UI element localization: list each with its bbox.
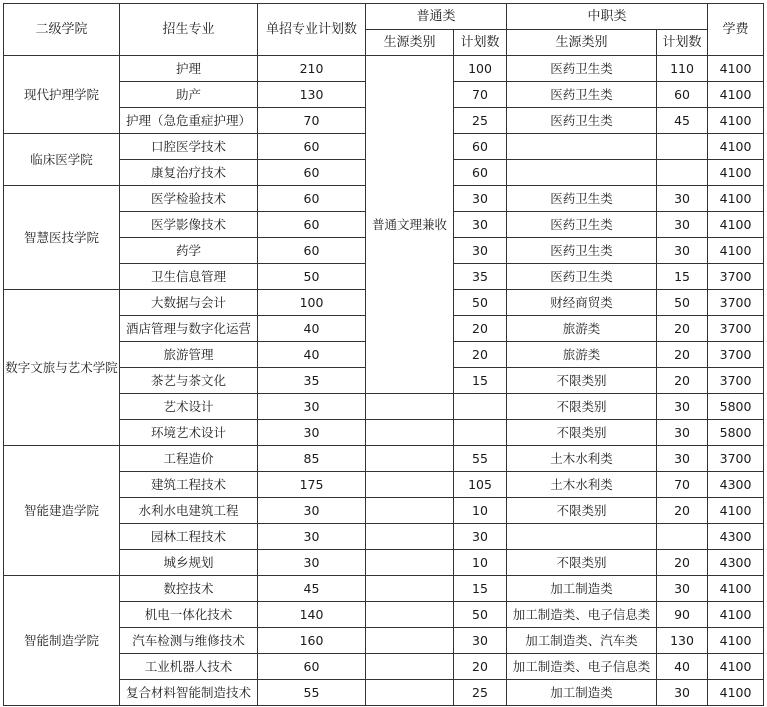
- voc-plan-count: 20: [657, 342, 708, 368]
- voc-plan-count: 70: [657, 472, 708, 498]
- single-plan-count: 100: [258, 290, 366, 316]
- single-plan-count: 50: [258, 264, 366, 290]
- voc-source-type: 加工制造类: [507, 680, 657, 706]
- tuition-fee: 4100: [708, 498, 764, 524]
- general-plan-count: [454, 420, 507, 446]
- major-name: 机电一体化技术: [120, 602, 258, 628]
- single-plan-count: 60: [258, 654, 366, 680]
- major-name: 大数据与会计: [120, 290, 258, 316]
- single-plan-count: 30: [258, 550, 366, 576]
- voc-plan-count: 60: [657, 82, 708, 108]
- voc-source-type: 医药卫生类: [507, 82, 657, 108]
- voc-plan-count: 110: [657, 56, 708, 82]
- voc-plan-count: 20: [657, 368, 708, 394]
- tuition-fee: 5800: [708, 394, 764, 420]
- major-name: 建筑工程技术: [120, 472, 258, 498]
- tuition-fee: 4100: [708, 56, 764, 82]
- header-college: 二级学院: [4, 4, 120, 56]
- major-name: 药学: [120, 238, 258, 264]
- general-plan-count: 60: [454, 160, 507, 186]
- general-plan-count: 15: [454, 368, 507, 394]
- general-source-cell: [366, 576, 454, 602]
- single-plan-count: 45: [258, 576, 366, 602]
- voc-source-type: 旅游类: [507, 342, 657, 368]
- voc-source-type: 加工制造类: [507, 576, 657, 602]
- single-plan-count: 40: [258, 342, 366, 368]
- major-name: 旅游管理: [120, 342, 258, 368]
- table-row: [4, 576, 764, 602]
- tuition-fee: 4100: [708, 82, 764, 108]
- single-plan-count: 30: [258, 394, 366, 420]
- major-name: 复合材料智能制造技术: [120, 680, 258, 706]
- major-name: 医学检验技术: [120, 186, 258, 212]
- general-source-cell: [366, 524, 454, 550]
- general-plan-count: [454, 394, 507, 420]
- voc-plan-count: 30: [657, 212, 708, 238]
- tuition-fee: 3700: [708, 446, 764, 472]
- general-plan-count: 30: [454, 238, 507, 264]
- single-plan-count: 30: [258, 420, 366, 446]
- general-source-cell: 普通文理兼收: [366, 56, 454, 394]
- single-plan-count: 40: [258, 316, 366, 342]
- table-row: [4, 446, 764, 472]
- single-plan-count: 60: [258, 238, 366, 264]
- tuition-fee: 4100: [708, 186, 764, 212]
- major-name: 汽车检测与维修技术: [120, 628, 258, 654]
- general-source-cell: [366, 498, 454, 524]
- general-plan-count: 25: [454, 108, 507, 134]
- voc-source-type: 旅游类: [507, 316, 657, 342]
- single-plan-count: 210: [258, 56, 366, 82]
- single-plan-count: 60: [258, 160, 366, 186]
- voc-plan-count: 30: [657, 394, 708, 420]
- major-name: 园林工程技术: [120, 524, 258, 550]
- major-name: 工业机器人技术: [120, 654, 258, 680]
- general-plan-count: 30: [454, 212, 507, 238]
- general-plan-count: 50: [454, 602, 507, 628]
- single-plan-count: 160: [258, 628, 366, 654]
- voc-source-type: [507, 524, 657, 550]
- major-name: 茶艺与茶文化: [120, 368, 258, 394]
- single-plan-count: 60: [258, 186, 366, 212]
- voc-plan-count: 20: [657, 498, 708, 524]
- voc-plan-count: 30: [657, 576, 708, 602]
- single-plan-count: 140: [258, 602, 366, 628]
- general-plan-count: 70: [454, 82, 507, 108]
- general-plan-count: 30: [454, 524, 507, 550]
- voc-plan-count: 20: [657, 316, 708, 342]
- general-source-cell: [366, 550, 454, 576]
- voc-plan-count: 40: [657, 654, 708, 680]
- tuition-fee: 4100: [708, 576, 764, 602]
- general-plan-count: 30: [454, 186, 507, 212]
- header-voc-source: 生源类别: [507, 30, 657, 56]
- college-name: 现代护理学院: [4, 56, 120, 134]
- header-voc-plan: 计划数: [657, 30, 708, 56]
- tuition-fee: 4100: [708, 160, 764, 186]
- major-name: 护理（急危重症护理）: [120, 108, 258, 134]
- tuition-fee: 4300: [708, 472, 764, 498]
- voc-source-type: 医药卫生类: [507, 56, 657, 82]
- general-plan-count: 20: [454, 342, 507, 368]
- voc-source-type: 土木水利类: [507, 446, 657, 472]
- voc-plan-count: 130: [657, 628, 708, 654]
- tuition-fee: 4100: [708, 108, 764, 134]
- tuition-fee: 4100: [708, 134, 764, 160]
- major-name: 助产: [120, 82, 258, 108]
- college-name: 智能建造学院: [4, 446, 120, 576]
- single-plan-count: 30: [258, 524, 366, 550]
- general-plan-count: 50: [454, 290, 507, 316]
- enrollment-plan-table: [3, 3, 764, 706]
- general-source-cell: [366, 472, 454, 498]
- voc-plan-count: 30: [657, 420, 708, 446]
- tuition-fee: 3700: [708, 316, 764, 342]
- general-plan-count: 35: [454, 264, 507, 290]
- voc-source-type: 医药卫生类: [507, 212, 657, 238]
- major-name: 口腔医学技术: [120, 134, 258, 160]
- college-name: 智慧医技学院: [4, 186, 120, 290]
- tuition-fee: 4100: [708, 628, 764, 654]
- single-plan-count: 60: [258, 212, 366, 238]
- general-source-cell: [366, 654, 454, 680]
- voc-source-type: 加工制造类、电子信息类: [507, 654, 657, 680]
- college-name: 数字文旅与艺术学院: [4, 290, 120, 446]
- voc-source-type: 财经商贸类: [507, 290, 657, 316]
- major-name: 城乡规划: [120, 550, 258, 576]
- general-source-cell: [366, 446, 454, 472]
- voc-source-type: 医药卫生类: [507, 108, 657, 134]
- general-source-cell: [366, 628, 454, 654]
- voc-source-type: 不限类别: [507, 394, 657, 420]
- voc-plan-count: 30: [657, 680, 708, 706]
- voc-plan-count: 90: [657, 602, 708, 628]
- header-single-plan: 单招专业计划数: [258, 4, 366, 56]
- header-fee: 学费: [708, 4, 764, 56]
- voc-source-type: 不限类别: [507, 498, 657, 524]
- voc-source-type: 医药卫生类: [507, 186, 657, 212]
- tuition-fee: 4100: [708, 654, 764, 680]
- major-name: 数控技术: [120, 576, 258, 602]
- header-general-plan: 计划数: [454, 30, 507, 56]
- tuition-fee: 4100: [708, 212, 764, 238]
- general-plan-count: 20: [454, 316, 507, 342]
- voc-source-type: 不限类别: [507, 420, 657, 446]
- major-name: 艺术设计: [120, 394, 258, 420]
- general-plan-count: 10: [454, 550, 507, 576]
- major-name: 护理: [120, 56, 258, 82]
- voc-plan-count: 20: [657, 550, 708, 576]
- single-plan-count: 60: [258, 134, 366, 160]
- tuition-fee: 3700: [708, 264, 764, 290]
- voc-plan-count: 30: [657, 186, 708, 212]
- voc-plan-count: 15: [657, 264, 708, 290]
- voc-plan-count: 45: [657, 108, 708, 134]
- voc-source-type: 加工制造类、电子信息类: [507, 602, 657, 628]
- major-name: 工程造价: [120, 446, 258, 472]
- voc-source-type: 医药卫生类: [507, 264, 657, 290]
- voc-source-type: 加工制造类、汽车类: [507, 628, 657, 654]
- major-name: 酒店管理与数字化运营: [120, 316, 258, 342]
- tuition-fee: 5800: [708, 420, 764, 446]
- single-plan-count: 35: [258, 368, 366, 394]
- general-source-cell: [366, 420, 454, 446]
- single-plan-count: 130: [258, 82, 366, 108]
- single-plan-count: 55: [258, 680, 366, 706]
- general-plan-count: 10: [454, 498, 507, 524]
- voc-plan-count: 30: [657, 446, 708, 472]
- voc-source-type: 不限类别: [507, 550, 657, 576]
- tuition-fee: 4100: [708, 238, 764, 264]
- tuition-fee: 3700: [708, 342, 764, 368]
- single-plan-count: 30: [258, 498, 366, 524]
- single-plan-count: 175: [258, 472, 366, 498]
- single-plan-count: 70: [258, 108, 366, 134]
- voc-source-type: 不限类别: [507, 368, 657, 394]
- general-source-cell: [366, 394, 454, 420]
- voc-source-type: [507, 160, 657, 186]
- tuition-fee: 4300: [708, 550, 764, 576]
- single-plan-count: 85: [258, 446, 366, 472]
- general-plan-count: 105: [454, 472, 507, 498]
- voc-plan-count: [657, 160, 708, 186]
- general-plan-count: 15: [454, 576, 507, 602]
- voc-plan-count: 30: [657, 238, 708, 264]
- general-plan-count: 20: [454, 654, 507, 680]
- college-name: 临床医学院: [4, 134, 120, 186]
- major-name: 医学影像技术: [120, 212, 258, 238]
- tuition-fee: 4100: [708, 602, 764, 628]
- general-source-cell: [366, 680, 454, 706]
- tuition-fee: 3700: [708, 290, 764, 316]
- general-plan-count: 55: [454, 446, 507, 472]
- general-plan-count: 30: [454, 628, 507, 654]
- tuition-fee: 4100: [708, 680, 764, 706]
- table-body: [4, 56, 764, 706]
- voc-plan-count: [657, 134, 708, 160]
- general-plan-count: 100: [454, 56, 507, 82]
- voc-plan-count: [657, 524, 708, 550]
- major-name: 水利水电建筑工程: [120, 498, 258, 524]
- major-name: 卫生信息管理: [120, 264, 258, 290]
- voc-source-type: [507, 134, 657, 160]
- voc-source-type: 医药卫生类: [507, 238, 657, 264]
- college-name: 智能制造学院: [4, 576, 120, 706]
- general-plan-count: 25: [454, 680, 507, 706]
- tuition-fee: 4300: [708, 524, 764, 550]
- header-general: 普通类: [366, 4, 507, 30]
- header-major: 招生专业: [120, 4, 258, 56]
- header-vocational: 中职类: [507, 4, 708, 30]
- header-general-source: 生源类别: [366, 30, 454, 56]
- table-row: [4, 56, 764, 82]
- major-name: 环境艺术设计: [120, 420, 258, 446]
- general-source-cell: [366, 602, 454, 628]
- voc-source-type: 土木水利类: [507, 472, 657, 498]
- tuition-fee: 3700: [708, 368, 764, 394]
- general-plan-count: 60: [454, 134, 507, 160]
- major-name: 康复治疗技术: [120, 160, 258, 186]
- voc-plan-count: 50: [657, 290, 708, 316]
